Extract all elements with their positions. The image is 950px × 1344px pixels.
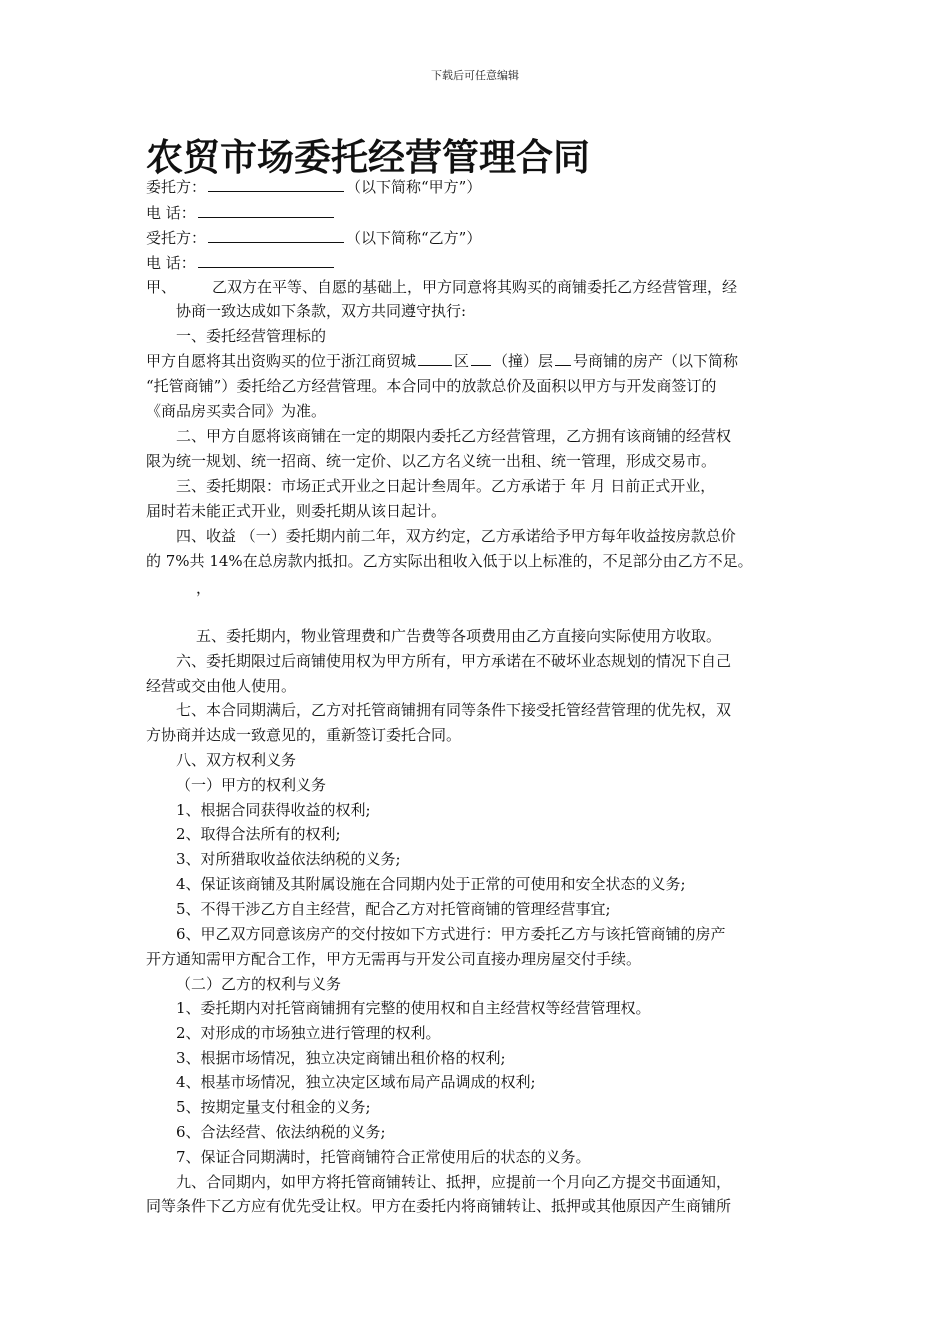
section-7-line-2: 方协商并达成一致意见的，重新签订委托合同。 — [146, 726, 462, 744]
section-6-line-1: 六、委托期限过后商铺使用权为甲方所有，甲方承诺在不破坏业态规划的情况下自己 — [176, 652, 732, 670]
entrust-party-line — [146, 177, 481, 197]
section-1-line-2: “托管商铺”）委托给乙方经营管理。本合同中的放款总价及面积以甲方与开发商签订的 — [146, 377, 717, 395]
section-1-line-1 — [146, 351, 738, 371]
phone1-label: 电 话： — [146, 204, 196, 222]
section-8a-item-1: 1、根据合同获得收益的权利; — [176, 801, 371, 819]
document-title: 农贸市场委托经营管理合同 — [146, 136, 590, 179]
page-header: 下载后可任意编辑 — [431, 69, 519, 82]
section-8a-item-3: 3、对所猎取收益依法纳税的义务; — [176, 850, 401, 868]
s1-text-c: （撞）层 — [493, 352, 554, 370]
section-4-line-3: ， — [196, 579, 212, 597]
section-8a-heading: （一）甲方的权利义务 — [176, 776, 327, 794]
section-8b-item-1: 1、委托期内对托管商铺拥有完整的使用权和自主经营权等经营管理权。 — [176, 999, 651, 1017]
section-8b-item-2: 2、对形成的市场独立进行管理的权利。 — [176, 1024, 441, 1042]
section-3-line-1: 三、委托期限：市场正式开业之日起计叁周年。乙方承诺于 年 月 日前正式开业， — [176, 477, 716, 495]
phone2-line — [146, 253, 336, 273]
entrust-blank — [208, 177, 344, 192]
entrust-suffix: （以下简称“甲方”） — [346, 178, 482, 196]
trustee-party-line — [146, 228, 481, 248]
section-8b-item-4: 4、根基市场情况，独立决定区域布局产品调成的权利; — [176, 1073, 536, 1091]
section-4-line-1: 四、收益 （一）委托期内前二年，双方约定，乙方承诺给予甲方每年收益按房款总价 — [176, 527, 736, 545]
section-8a-item-2: 2、取得合法所有的权利; — [176, 825, 341, 843]
building-blank — [471, 351, 491, 366]
section-8a-item-5: 5、不得干涉乙方自主经营，配合乙方对托管商铺的管理经营事宜; — [176, 900, 611, 918]
section-8b-heading: （二）乙方的权利与义务 — [176, 975, 342, 993]
floor-blank — [555, 351, 571, 366]
section-2-line-1: 二、甲方自愿将该商铺在一定的期限内委托乙方经营管理，乙方拥有该商铺的经营权 — [176, 427, 732, 445]
phone1-line — [146, 203, 336, 223]
section-8b-item-3: 3、根据市场情况，独立决定商铺出租价格的权利; — [176, 1049, 506, 1067]
section-2-line-2: 限为统一规划、统一招商、统一定价、以乙方名义统一出租、统一管理，形成交易市。 — [146, 452, 717, 470]
section-8-heading: 八、双方权利义务 — [176, 751, 297, 769]
s1-text-d: 号商铺的房产（以下简称 — [573, 352, 739, 370]
trustee-suffix: （以下简称“乙方”） — [346, 229, 482, 247]
section-5-line-1: 五、委托期内，物业管理费和广告费等各项费用由乙方直接向实际使用方收取。 — [196, 627, 722, 645]
section-8a-item-4: 4、保证该商铺及其附属设施在合同期内处于正常的可使用和安全状态的义务; — [176, 875, 686, 893]
section-9-line-1: 九、合同期内，如甲方将托管商铺转让、抵押，应提前一个月向乙方提交书面通知， — [176, 1173, 732, 1191]
section-8a-item-6-line-1: 6、甲乙双方同意该房产的交付按如下方式进行：甲方委托乙方与该托管商铺的房产 — [176, 925, 726, 943]
intro-a-text: 乙双方在平等、自愿的基础上，甲方同意将其购买的商铺委托乙方经营管理，经 — [212, 278, 738, 296]
section-7-line-1: 七、本合同期满后，乙方对托管商铺拥有同等条件下接受托管经营管理的优先权，双 — [176, 701, 732, 719]
section-1-heading: 一、委托经营管理标的 — [176, 327, 327, 345]
section-4-line-2: 的 7%共 14%在总房款内抵扣。乙方实际出租收入低于以上标准的，不足部分由乙方不足。 — [146, 552, 753, 570]
trustee-blank — [208, 228, 344, 243]
section-6-line-2: 经营或交由他人使用。 — [146, 677, 297, 695]
section-8b-item-5: 5、按期定量支付租金的义务; — [176, 1098, 371, 1116]
intro-line-1 — [146, 277, 737, 297]
phone2-blank — [198, 253, 334, 268]
s1-text-a: 甲方自愿将其出资购买的位于浙江商贸城 — [146, 352, 417, 370]
section-8b-item-6: 6、合法经营、依法纳税的义务; — [176, 1123, 386, 1141]
trustee-label: 受托方： — [146, 229, 207, 247]
section-1-line-3: 《商品房买卖合同》为准。 — [146, 402, 327, 420]
section-8b-item-7: 7、保证合同期满时，托管商铺符合正常使用后的状态的义务。 — [176, 1148, 591, 1166]
phone1-blank — [198, 203, 334, 218]
section-8a-item-6-line-2: 开方通知需甲方配合工作，甲方无需再与开发公司直接办理房屋交付手续。 — [146, 950, 642, 968]
phone2-label: 电 话： — [146, 254, 196, 272]
s1-text-b: 区 — [454, 352, 470, 370]
section-3-line-2: 届时若未能正式开业，则委托期从该日起计。 — [146, 502, 447, 520]
entrust-label: 委托方： — [146, 178, 207, 196]
district-blank — [418, 351, 452, 366]
section-9-line-2: 同等条件下乙方应有优先受让权。甲方在委托内将商铺转让、抵押或其他原因产生商铺所 — [146, 1197, 732, 1215]
intro-line-2: 协商一致达成如下条款，双方共同遵守执行: — [176, 302, 467, 320]
intro-a-label: 甲、 — [146, 278, 177, 296]
